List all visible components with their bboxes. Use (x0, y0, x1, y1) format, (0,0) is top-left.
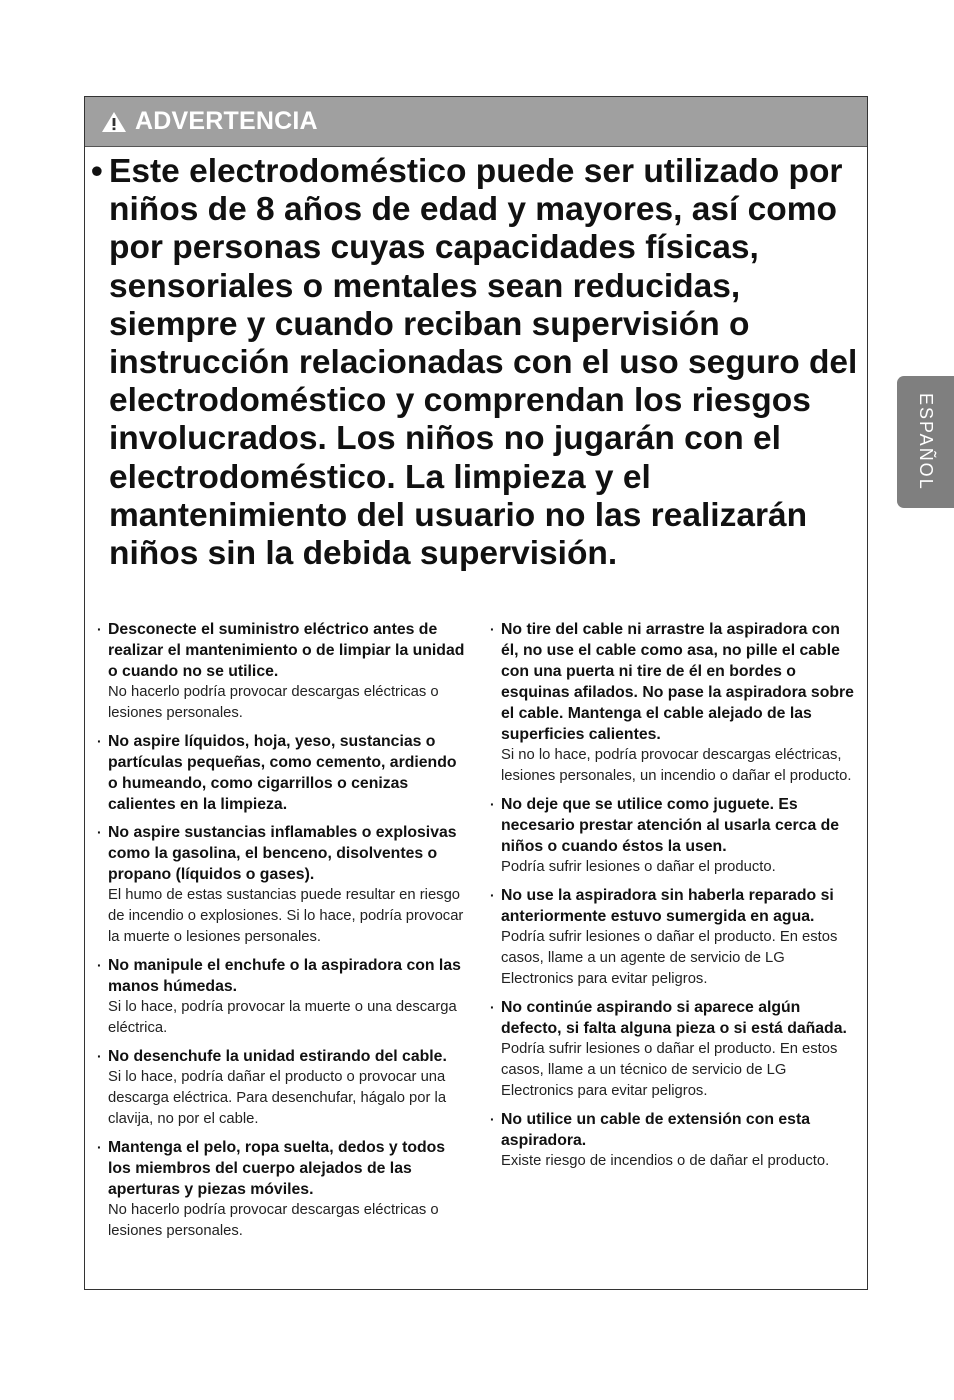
item-body: Si lo hace, podría dañar el producto o provocar una descarga eléctrica. Para desenchufar, hágalo por la clavija, no por el cable. (108, 1069, 447, 1127)
warning-triangle-icon (101, 111, 127, 133)
list-item (95, 955, 467, 1039)
item-body: Podría sufrir lesiones o dañar el producto. En estos casos, llame a un técnico de servicio de LG Electronics para evitar peligros. (501, 1041, 838, 1099)
item-heading: No aspire líquidos, hoja, yeso, sustancias o partículas pequeñas, como cemento, ardiendo o humeando, como cigarrillos o cenizas calientes en la limpieza. (108, 733, 457, 813)
right-column (488, 619, 860, 1179)
item-heading: No utilice un cable de extensión con esta aspiradora. (501, 1111, 810, 1149)
bullet: · (97, 1139, 102, 1155)
list-item (488, 885, 860, 990)
item-body: Si no lo hace, podría provocar descargas eléctricas, lesiones personales, un incendio o dañar el producto. (501, 747, 852, 784)
warning-box (84, 96, 868, 1290)
list-item (488, 619, 860, 787)
item-heading: No tire del cable ni arrastre la aspiradora con él, no use el cable como asa, no pille el cable con una puerta ni tire de él en bordes o esquinas afilados. No pase la aspiradora sobre el cable. Mantenga el cable alejado de las superficies calientes. (501, 621, 854, 743)
bullet: · (490, 887, 495, 903)
item-heading: Mantenga el pelo, ropa suelta, dedos y todos los miembros del cuerpo alejados de las aperturas y piezas móviles. (108, 1139, 446, 1198)
item-heading: No aspire sustancias inflamables o explosivas como la gasolina, el benceno, disolventes o propano (líquidos o gases). (108, 824, 457, 883)
item-heading: No desenchufe la unidad estirando del cable. (108, 1048, 447, 1065)
item-heading: No continúe aspirando si aparece algún defecto, si falta alguna pieza o si está dañada. (501, 999, 847, 1037)
bullet: · (97, 1048, 102, 1064)
bullet: · (490, 796, 495, 812)
item-body: Si lo hace, podría provocar la muerte o una descarga eléctrica. (108, 999, 457, 1036)
item-heading: No manipule el enchufe o la aspiradora con las manos húmedas. (108, 957, 461, 995)
warning-header (85, 97, 867, 147)
list-item (95, 1137, 467, 1242)
list-item (95, 1046, 467, 1130)
item-heading: Desconecte el suministro eléctrico antes de realizar el mantenimiento o de limpiar la unidad o cuando no se utilice. (108, 621, 465, 680)
item-body: Podría sufrir lesiones o dañar el producto. En estos casos, llame a un agente de servicio de LG Electronics para evitar peligros. (501, 929, 838, 987)
bullet: · (490, 621, 495, 637)
bullet: · (97, 957, 102, 973)
main-warning (91, 153, 861, 573)
item-body: El humo de estas sustancias puede resultar en riesgo de incendio o explosiones. Si lo hace, podría provocar la muerte o lesiones personales. (108, 887, 464, 945)
item-body: No hacerlo podría provocar descargas eléctricas o lesiones personales. (108, 1202, 439, 1239)
item-body: Podría sufrir lesiones o dañar el producto. (501, 859, 776, 875)
language-tab-label: ESPAÑOL (916, 393, 936, 491)
bullet: · (97, 733, 102, 749)
item-body: Existe riesgo de incendios o de dañar el producto. (501, 1153, 830, 1169)
main-warning-text: Este electrodoméstico puede ser utilizado por niños de 8 años de edad y mayores, así como por personas cuyas capacidades físicas, sensoriales o mentales sean reducidas, siempre y cuando reciban supervisión o instrucción relacionadas con el uso seguro del electrodoméstico y comprendan los riesgos involucrados. Los niños no jugarán con el electrodoméstico. La limpieza y el mantenimiento del usuario no las realizarán niños sin la debida supervisión. (109, 153, 858, 573)
item-heading: No deje que se utilice como juguete. Es necesario prestar atención al usarla cerca de niños o cuando éstos la usen. (501, 796, 840, 855)
bullet: · (490, 999, 495, 1015)
list-item (95, 822, 467, 948)
list-item (488, 997, 860, 1102)
bullet: · (97, 824, 102, 840)
bullet: · (490, 1111, 495, 1127)
left-column (95, 619, 467, 1249)
item-body: No hacerlo podría provocar descargas eléctricas o lesiones personales. (108, 684, 439, 721)
language-tab (897, 376, 954, 508)
main-bullet: • (91, 153, 103, 190)
list-item (488, 794, 860, 878)
list-item (95, 731, 467, 815)
list-item (488, 1109, 860, 1172)
item-heading: No use la aspiradora sin haberla reparado si anteriormente estuvo sumergida en agua. (501, 887, 834, 925)
warning-title: ADVERTENCIA (135, 107, 318, 135)
bullet: · (97, 621, 102, 637)
list-item (95, 619, 467, 724)
